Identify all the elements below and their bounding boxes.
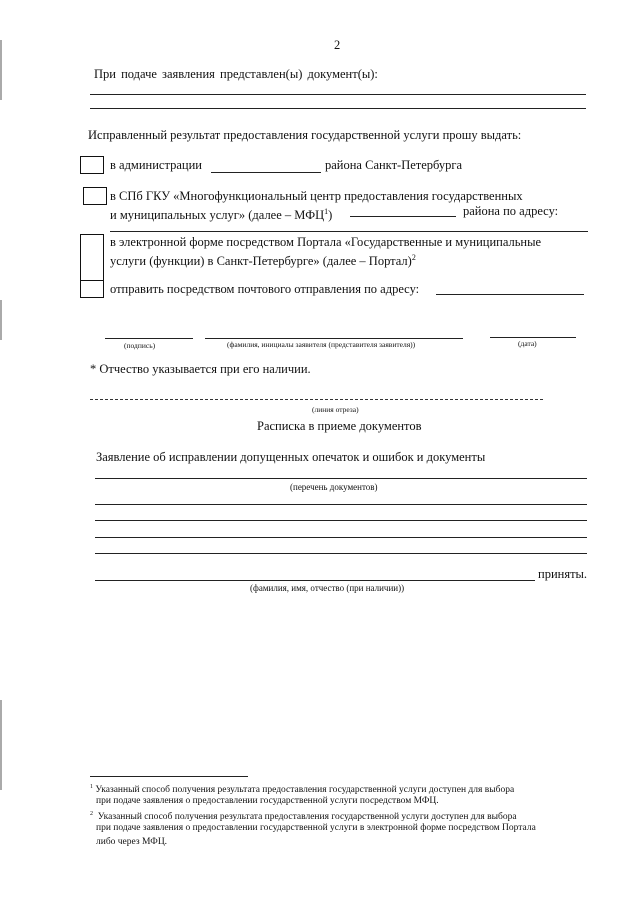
documents-list-line-3[interactable] [95,520,587,521]
footnote-2-mark: 2 [90,811,93,817]
applicant-name-field[interactable] [205,338,463,339]
post-address-field[interactable] [436,294,584,295]
scan-edge-mark [0,40,2,100]
footnote-separator [90,776,248,777]
district-mfc-field[interactable] [350,216,456,217]
result-request-label: Исправленный результат предоставления государственной услуги прошу выдать: [88,128,522,142]
option-admin-suffix: района Санкт-Петербурга [325,158,463,172]
receiver-name-field[interactable] [95,580,535,581]
documents-line-1[interactable] [90,94,586,95]
receipt-title: Расписка в приеме документов [257,419,422,433]
footnote-1-mark: 1 [90,784,93,790]
scan-edge-mark [0,700,2,790]
documents-list-line-2[interactable] [95,504,587,505]
receipt-statement: Заявление об исправлении допущенных опечаток и ошибок и документы [96,450,486,464]
footnote-1-text-1: Указанный способ получения результата предоставления государственной услуги доступен для выбора [95,785,515,796]
footnote-2-line-2: при подаче заявления о предоставлении государственной услуги в электронной форме посредством Портала [96,823,536,833]
documents-list-line-1[interactable] [95,478,587,479]
option-post-label: отправить посредством почтового отправления по адресу: [110,282,420,296]
documents-list-line-4[interactable] [95,537,587,538]
documents-list-caption: (перечень документов) [290,482,378,492]
checkbox-mfc[interactable] [83,187,107,205]
option-mfc-line2 [110,204,332,223]
signature-caption: (подпись) [124,341,156,350]
date-caption: (дата) [518,339,537,348]
checkbox-portal[interactable] [80,234,104,284]
scan-edge-mark [0,300,2,340]
option-mfc-suffix: района по адресу: [463,204,559,218]
documents-submitted-label: При подаче заявления представлен(ы) документ(ы): [94,67,378,81]
cut-line-caption: (линия отреза) [312,405,359,414]
documents-list-line-5[interactable] [95,553,587,554]
option-mfc-line1: в СПб ГКУ «Многофункциональный центр предоставления государственных [110,189,523,203]
option-mfc-line2-prefix: и муниципальных услуг» (далее – МФЦ [110,208,325,223]
option-admin-prefix: в администрации [110,158,202,172]
signature-field[interactable] [105,338,193,339]
checkbox-post[interactable] [80,280,104,298]
option-mfc-line2-close: ) [328,208,333,223]
option-portal-line1: в электронной форме посредством Портала «Государственные и муниципальные [110,235,542,249]
footnote-ref-1: 1 [324,207,329,216]
footnote-ref-2: 2 [411,253,416,262]
documents-line-2[interactable] [90,108,586,109]
page-number: 2 [334,38,341,52]
checkbox-administration[interactable] [80,156,104,174]
receiver-name-caption: (фамилия, имя, отчество (при наличии)) [250,583,405,593]
footnote-2-text-1: Указанный способ получения результата предоставления государственной услуги доступен для выбора [97,812,517,823]
footnote-2-line-3: либо через МФЦ. [96,837,168,847]
patronymic-note: * Отчество указывается при его наличии. [90,362,311,376]
mfc-address-field[interactable] [110,231,588,232]
district-admin-field[interactable] [211,172,321,173]
date-field[interactable] [490,337,576,338]
applicant-name-caption: (фамилия, инициалы заявителя (представителя заявителя)) [227,340,416,349]
option-portal-line2 [110,250,416,269]
footnote-1-line-2: при подаче заявления о предоставлении государственной услуги посредством МФЦ. [96,796,439,806]
option-portal-line2-text: услуги (функции) в Санкт-Петербурге» (далее – Портал) [110,254,412,269]
accepted-label: приняты. [538,567,588,581]
cut-line [90,399,543,400]
